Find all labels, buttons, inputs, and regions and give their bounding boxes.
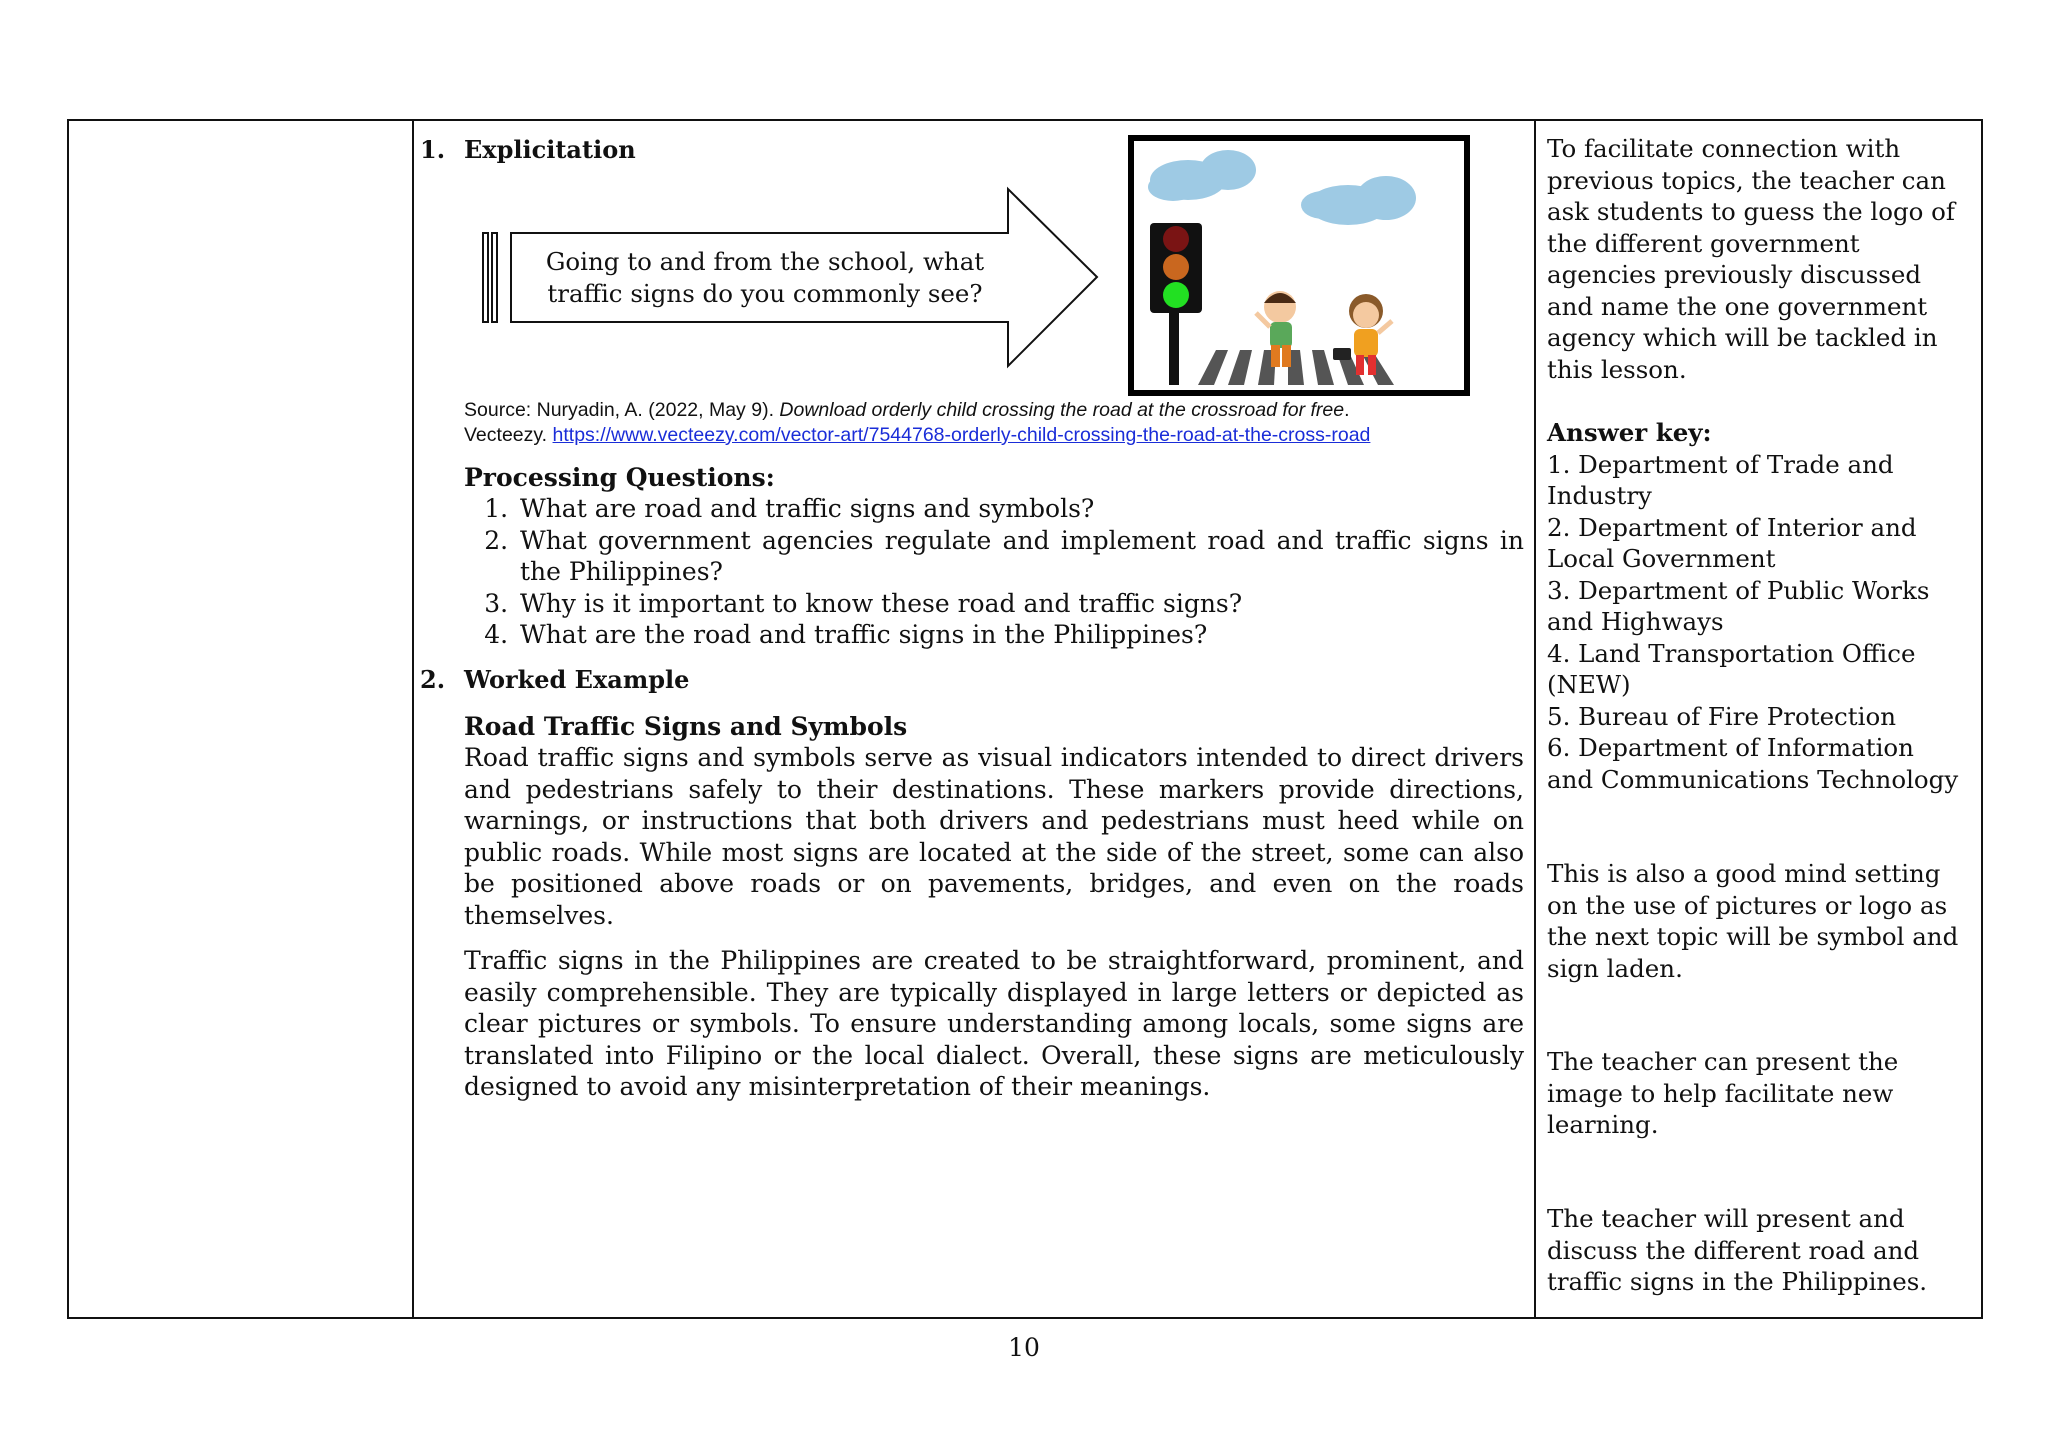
page-number: 10 (1008, 1333, 1040, 1362)
list-item: 1. Department of Trade and Industry (1547, 449, 1894, 510)
image-source-citation (464, 398, 1350, 422)
source-publisher: Vecteezy. (464, 424, 553, 446)
list-item: 2. Department of Interior and Local Government (1547, 512, 1917, 573)
list-item: 2. What government agencies regulate and implement road and traffic signs in the Philippines? (516, 525, 1524, 588)
paragraph-philippine-signs: Traffic signs in the Philippines are created to be straightforward, prominent, and easily comprehensible. They are typically displayed in large letters or depicted as clear pictures or symbols. To ensure understanding among locals, some signs are translated into Filipino or the local dialect. Overall, these signs are meticulously designed to avoid any misinterpretation of their meanings. (464, 946, 1524, 1101)
road-traffic-signs-subheading: Road Traffic Signs and Symbols (464, 712, 908, 741)
list-item: 3. Department of Public Works and Highways (1547, 575, 1930, 636)
paragraph-road-signs-definition: Road traffic signs and symbols serve as visual indicators intended to direct drivers and pedestrians safely to their destinations. These markers provide directions, warnings, or instructions that both drivers and pedestrians must heed while on public roads. While most signs are located at the side of the street, some can also be positioned above roads or on pavements, bridges, and even on the roads themselves. (464, 743, 1524, 930)
section-number-explicitation: 1. (420, 135, 446, 164)
list-item: 4. What are the road and traffic signs in the Philippines? (516, 619, 1524, 651)
teacher-note-discuss-signs: The teacher will present and discuss the different road and traffic signs in the Philippines. (1547, 1204, 1928, 1296)
list-item: 6. Department of Information and Communications Technology (1547, 733, 1959, 794)
answer-key-title: Answer key: (1547, 418, 1712, 447)
arrow-callout-question: Going to and from the school, what traffic signs do you commonly see? (545, 247, 985, 308)
list-item: 5. Bureau of Fire Protection (1547, 701, 1896, 731)
answer-key (1547, 417, 1967, 795)
source-author: Source: Nuryadin, A. (2022, May 9). (464, 399, 780, 421)
teacher-note-mind-setting: This is also a good mind setting on the use of pictures or logo as the next topic will be symbol and sign laden. (1547, 859, 1959, 983)
teacher-note-connection: To facilitate connection with previous topics, the teacher can ask students to guess the logo of the different government agencies previously discussed and name the one government agency which will be tackled in this lesson. (1547, 134, 1955, 384)
section-heading-worked-example: Worked Example (464, 665, 690, 694)
processing-questions-list (464, 493, 1524, 651)
teacher-note-present-image: The teacher can present the image to help facilitate new learning. (1547, 1047, 1899, 1139)
column-divider-left (412, 121, 414, 1317)
source-title: Download orderly child crossing the road at the crossroad for free (779, 399, 1345, 421)
section-number-worked-example: 2. (420, 665, 446, 694)
processing-questions-heading: Processing Questions: (464, 463, 775, 492)
image-source-link-line (464, 423, 1370, 447)
list-item: 3. Why is it important to know these road and traffic signs? (516, 588, 1524, 620)
answer-key-list (1547, 449, 1967, 796)
section-heading-explicitation: Explicitation (464, 135, 636, 164)
list-item: 4. Land Transportation Office (NEW) (1547, 638, 1916, 699)
source-period: . (1344, 399, 1350, 421)
list-item: 1. What are road and traffic signs and symbols? (516, 493, 1524, 525)
column-divider-right (1534, 121, 1536, 1317)
source-url-link[interactable]: https://www.vecteezy.com/vector-art/7544768-orderly-child-crossing-the-road-at-the-cross-road (552, 424, 1371, 446)
children-crossing-road-illustration (1128, 135, 1470, 396)
